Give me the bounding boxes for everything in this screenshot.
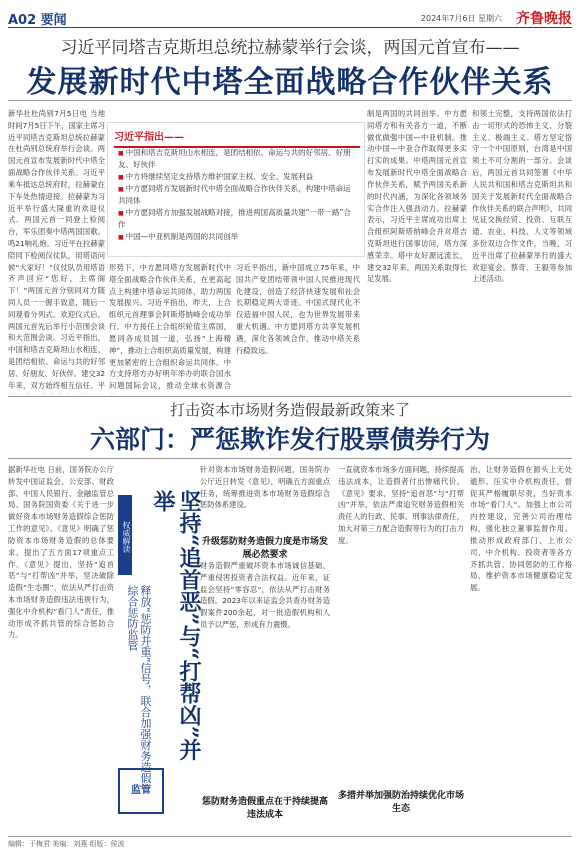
section-tag: 权威解读 <box>118 495 132 575</box>
story1-column-1: 新华社杜尚别7月5日电 当地时间7月5日下午，国家主席习近平同塔吉克斯坦总统拉赫蒙在杜尚别总统府举行会谈。两国元首宣布发展新时代中塔全面战略合作伙伴关系。习近平乘车抵达总统府时，拉赫蒙在下车处热情迎接。拉赫蒙为习近平举行盛大隆重的欢迎仪式。两国元首一同登上检阅台，军乐团奏中塔两国国歌，鸣21响礼炮。习近平在拉赫蒙陪同下检阅仪仗队，用塔语问候“大家好！”仪仗队员用塔语齐声回应“您好，主席阁下！”两国元首分别同对方随同人员一一握手致意，随后一同观看分列式。欢迎仪式后，两国元首先后举行小范围会谈和大范围会谈。习近平指出，中国和塔吉克斯坦山水相连，是团结相依、命运与共的好邻居、好朋友、好伙伴。建交32年来，双方始终相互信任、平 <box>8 109 105 390</box>
story1-column-4: 制是两国的共同创举。中方愿同塔方和有关各方一道，不断做优做强中国—中亚机制。推动中国—中亚合作取得更多实打实的成果。中塔两国元首宣布发展新时代中塔全面战略合作伙伴关系，赋予两国关系新的时代内涵，为深化各领域务实合作注入强劲动力。拉赫蒙表示，习近平主席成功出席上合组织阿斯塔纳峰会并对塔吉克斯坦进行国事访问，塔方深感荣幸。塔中友好源远流长，建交32年来，两国关系取得长足发展。 <box>367 109 467 284</box>
story1-kicker: 习近平同塔吉克斯坦总统拉赫蒙举行会谈，两国元首宣布—— <box>60 38 520 58</box>
quote-item: ■ 中国和塔吉克斯坦山水相连，是团结相依、命运与共的好邻居、好朋友、好伙伴 <box>118 147 358 171</box>
story1-column-5: 和领土完整，支持两国依法打击一切形式的恐怖主义、分裂主义、极端主义。塔方坚定恪守一个中国原则，台湾是中国领土不可分割的一部分。会谈后，两国元首共同签署《中华人民共和国和塔吉克斯坦共和国关于发展新时代全面战略合作伙伴关系的联合声明》，共同见证交换经贸、投资、互联互通、农业、科技、人文等领域多份双边合作文件。当晚，习近平出席了拉赫蒙举行的盛大欢迎宴会。蔡奇、王毅等参加上述活动。 <box>472 109 572 284</box>
newspaper-logo: 齐鲁晚报 <box>516 11 572 27</box>
quote-box-list <box>118 147 358 243</box>
divider <box>8 458 572 459</box>
quote-box <box>107 122 365 257</box>
story2-column-4: 治，让财务造假在源头上无处遁形。压实中介机构责任，督促其严格履职尽责，当好资本市场“看门人”。加强上市公司内控建设，完善公司治理结构，强化独立董事监督作用。推动形成政府部门、上市公司、中介机构、投资者等各方齐抓共管、协同惩防的工作格局，维护资本市场健康稳定发展。 <box>470 465 572 593</box>
subheading: 惩防财务造假重点在于持续提高违法成本 <box>201 797 328 820</box>
page-footer: 编辑：于梅君 美编：刘燕 组版：侯波 <box>8 836 572 849</box>
quote-item: ■ 中国—中亚机制是两国的共同创举 <box>118 231 358 243</box>
quote-item: ■ 中方愿同塔方加强发展战略对接，推进两国高质量共建“一带一路”合作 <box>118 207 358 231</box>
story2-column-3: 一直就资本市场多方面问题，持续提高违法成本，让造假者付出惨痛代价。《意见》要求，坚持“追首恶”与“打帮凶”并举，依法严肃追究财务造假相关责任人的行政、民事、刑事法律责任，加大对第三方配合造假等行为的打击力度。 <box>338 465 464 545</box>
subheading: 升级惩防财务造假力度是市场发展必然要求 <box>201 537 328 560</box>
story2-column-2: 针对资本市场财务造假问题，国务院办公厅近日转发《意见》，明确五方面重点任务，统筹推进资本市场财务造假综合惩防体系建设。 <box>200 465 330 510</box>
story2-column-2b: 财务造假严重破坏资本市场诚信基础，严重侵害投资者合法权益。近年来，证监会坚持“零容忍”，依法从严打击财务造假。2023年以来证监会共查办财务造假案件200余起，对一批造假机构和人员予以严惩，形成有力震慑。 <box>200 561 330 630</box>
issue-date: 2024年7月6日 星期六 <box>420 14 502 23</box>
section-label: A02 要闻 <box>8 13 67 28</box>
subheading: 多措并举加强防治持续优化市场生态 <box>338 791 465 814</box>
story2-kicker: 打击资本市场财务造假最新政策来了 <box>169 401 410 419</box>
story2-headline: 六部门：严惩欺诈发行股票债券行为 <box>89 425 490 454</box>
story1-column-3: 习近平指出，新中国成立75年来，中国共产党团结带领中国人民推进现代化建设，创造了经济快速发展和社会长期稳定两大奇迹。中国式现代化不仅造福中国人民，也为世界发展带来重大机遇。中方愿同塔方共享发展机遇，深化各领域合作，推动中塔关系行稳致远。 <box>236 263 360 355</box>
quote-item: ■ 中方愿同塔方发展新时代中塔全面战略合作伙伴关系，构建中塔命运共同体 <box>118 183 358 207</box>
quote-box-title: 习近平指出—— <box>114 128 360 148</box>
quote-item: ■ 中方将继续坚定支持塔方维护国家主权、安全、发展利益 <box>118 171 358 183</box>
divider <box>8 396 572 397</box>
story2-column-1: 据新华社电 日前，国务院办公厅转发中国证监会、公安部、财政部、中国人民银行、金融监管总局、国务院国资委《关于进一步做好资本市场财务造假综合惩防工作的意见》。《意见》明确了惩防资本市场财务造假的总体要求，提出了五方面17项重点工作。《意见》提出，坚持“追首恶”与“打帮凶”并举，坚决破除造假“生态圈”，依法从严打击资本市场财务造假违法违规行为，强化中介机构“看门人”责任，推动形成齐抓共管的综合惩防合力。 <box>8 465 114 640</box>
story2-vertical-subtitle: 释放“惩防并重”信号，联合加强财务造假综合惩防监管 <box>126 585 152 784</box>
story2-vertical-title: 坚持“追首恶”与“打帮凶”并举 <box>150 490 202 761</box>
stamp-logo: 监管 <box>118 768 164 814</box>
page-header <box>8 8 572 28</box>
story1-headline: 发展新时代中塔全面战略合作伙伴关系 <box>26 65 554 100</box>
divider <box>8 100 572 101</box>
story1-column-2: 形势下，中方愿同塔方发展新时代中塔全面战略合作伙伴关系，在更高起点上构建中塔命运共同体，助力两国发展振兴。习近平指出，昨天，上合组织元首理事会阿斯塔纳峰会成功举行。中方接任上合组织轮值主席国，愿同各成员国一道，弘扬“上海精神”，推动上合组织高质量发展，构建更加紧密的上合组织命运共同体。中方支持塔方办好明年举办的联合国水问题国际会议，推动全球水资源合 <box>109 263 231 391</box>
